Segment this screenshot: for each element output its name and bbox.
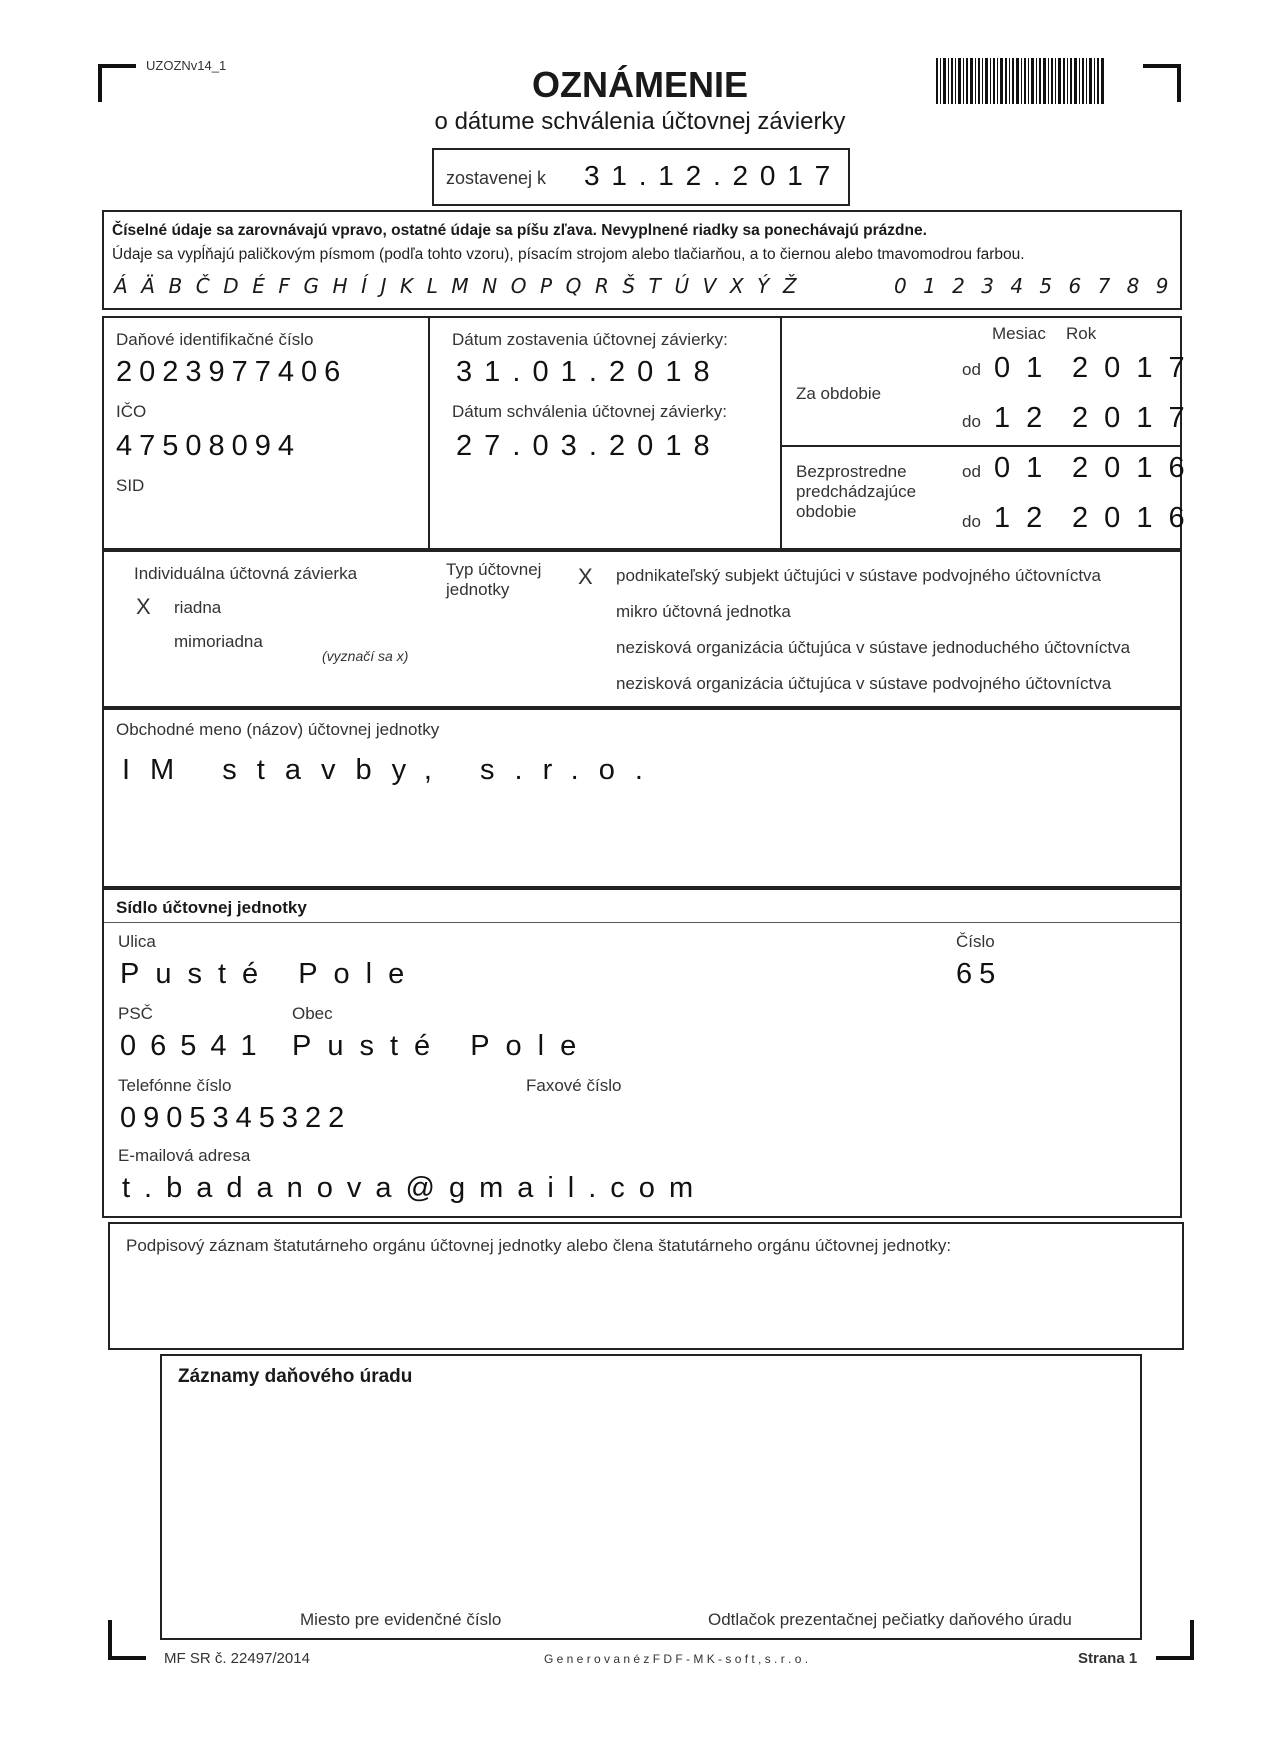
city-value: Pusté Pole <box>292 1030 593 1062</box>
statement-type-box <box>102 550 1182 708</box>
signature-label: Podpisový záznam štatutárneho orgánu účtovnej jednotky alebo člena štatutárneho orgánu účtovnej jednotky: <box>126 1236 952 1255</box>
current-period-label: Za obdobie <box>796 384 882 403</box>
tax-office-box <box>160 1354 1142 1640</box>
compiled-date-value: 3 1 . 1 2 . 2 0 1 7 <box>584 160 833 191</box>
corner-mark-bottom-right-v <box>1190 1620 1194 1660</box>
previous-to-label: do <box>962 512 981 531</box>
page-number: Strana 1 <box>1078 1650 1138 1667</box>
unit-type-option-1: podnikateľský subjekt účtujúci v sústave podvojného účtovníctva <box>616 566 1102 585</box>
ico-value: 47508094 <box>116 430 302 462</box>
approved-statement-date-value: 2 7 . 0 3 . 2 0 1 8 <box>456 430 712 462</box>
unit-type-option-3: nezisková organizácia účtujúca v sústave jednoduchého účtovníctva <box>616 638 1131 657</box>
previous-to-year: 2 0 1 6 <box>1072 502 1189 534</box>
dic-value: 2023977406 <box>116 356 348 388</box>
mark-hint: (vyznačí sa x) <box>322 648 409 664</box>
phone-value: 0905345322 <box>120 1102 352 1134</box>
corner-mark-bottom-left-v <box>108 1620 112 1660</box>
divider-col-2 <box>780 318 782 550</box>
identification-box <box>102 316 1189 550</box>
extraordinary-label: mimoriadna <box>174 632 263 651</box>
street-label: Ulica <box>118 932 156 951</box>
number-value: 65 <box>956 958 1003 990</box>
current-to-label: do <box>962 412 981 431</box>
form-subtitle: o dátume schválenia účtovnej závierky <box>434 108 846 135</box>
corner-mark-bottom-left-h <box>108 1656 146 1660</box>
corner-mark-top-right-v <box>1177 64 1181 102</box>
compiled-statement-date-label: Dátum zostavenia účtovnej závierky: <box>452 330 728 349</box>
instructions-box <box>102 210 1182 310</box>
compiled-statement-date-value: 3 1 . 0 1 . 2 0 1 8 <box>456 356 712 388</box>
email-value: t.badanova@gmail.com <box>122 1172 708 1204</box>
current-from-month: 0 1 <box>994 352 1047 384</box>
current-to-month: 1 2 <box>994 402 1047 434</box>
business-name-label: Obchodné meno (názov) účtovnej jednotky <box>116 720 440 739</box>
regular-mark[interactable]: X <box>136 594 151 619</box>
zip-label: PSČ <box>118 1004 153 1023</box>
divider-col-1 <box>428 318 430 550</box>
divider-period <box>780 445 1182 447</box>
unit-type-option-2: mikro účtovná jednotka <box>616 602 791 621</box>
sid-label: SID <box>116 476 145 495</box>
regular-label: riadna <box>174 598 222 617</box>
phone-label: Telefónne číslo <box>118 1076 232 1095</box>
ico-label: IČO <box>116 402 147 421</box>
city-label: Obec <box>292 1004 333 1023</box>
individual-statement-label: Individuálna účtovná závierka <box>134 564 358 583</box>
unit-type-mark[interactable]: X <box>578 564 593 589</box>
barcode <box>936 58 1106 104</box>
unit-type-option-4: nezisková organizácia účtujúca v sústave podvojného účtovníctva <box>616 674 1112 693</box>
corner-mark-bottom-right-h <box>1156 1656 1194 1660</box>
previous-from-label: od <box>962 462 981 481</box>
instructions-line-1: Číselné údaje sa zarovnávajú vpravo, ostatné údaje sa píšu zľava. Nevyplnené riadky sa ponechávajú prázdne. <box>112 222 927 239</box>
tax-office-title: Záznamy daňového úradu <box>178 1366 413 1387</box>
street-value: Pusté Pole <box>120 958 421 990</box>
current-to-year: 2 0 1 7 <box>1072 402 1189 434</box>
business-name-value: IM stavby, s.r.o. <box>122 754 663 786</box>
instructions-line-2: Údaje sa vypĺňajú paličkovým písmom (podľa tohto vzoru), písacím strojom alebo tlačiarňou, a to čiernou alebo tmavomodrou farbou. <box>112 246 1025 263</box>
email-label: E-mailová adresa <box>118 1146 251 1165</box>
previous-from-year: 2 0 1 6 <box>1072 452 1189 484</box>
stamp-label: Odtlačok prezentačnej pečiatky daňového úradu <box>708 1610 1072 1629</box>
ministry-reference: MF SR č. 22497/2014 <box>164 1650 310 1667</box>
month-header: Mesiac <box>992 324 1046 343</box>
current-from-label: od <box>962 360 981 379</box>
address-title-divider <box>104 922 1180 923</box>
corner-mark-top-left-h <box>98 64 136 68</box>
compiled-date-box <box>432 148 850 206</box>
year-header: Rok <box>1066 324 1097 343</box>
compiled-date-label: zostavenej k <box>446 168 547 188</box>
number-label: Číslo <box>956 932 995 951</box>
zip-value: 06541 <box>120 1030 271 1062</box>
sample-digits: 0 1 2 3 4 5 6 7 8 9 <box>894 274 1174 298</box>
signature-box <box>108 1222 1184 1350</box>
generated-by: G e n e r o v a n é z F D F - M K - s o f t , s . r . o . <box>544 1652 809 1666</box>
business-name-box <box>102 708 1182 888</box>
dic-label: Daňové identifikačné číslo <box>116 330 314 349</box>
unit-type-label: Typ účtovnej jednotky <box>446 560 542 599</box>
current-from-year: 2 0 1 7 <box>1072 352 1189 384</box>
address-box <box>102 888 1182 1218</box>
corner-mark-top-left-v <box>98 64 102 102</box>
form-title: OZNÁMENIE <box>532 64 748 105</box>
sample-letters: Á Ä B Č D É F G H Í J K L M N O P Q R Š T Ú V X Ý Ž <box>114 274 801 298</box>
fax-label: Faxové číslo <box>526 1076 622 1095</box>
address-title: Sídlo účtovnej jednotky <box>116 898 307 917</box>
previous-to-month: 1 2 <box>994 502 1047 534</box>
evidence-number-label: Miesto pre evidenčné číslo <box>300 1610 502 1629</box>
previous-period-label: Bezprostredne predchádzajúce obdobie <box>796 462 917 521</box>
corner-mark-top-right-h <box>1143 64 1181 68</box>
previous-from-month: 0 1 <box>994 452 1047 484</box>
form-code: UZOZNv14_1 <box>146 58 227 73</box>
approved-statement-date-label: Dátum schválenia účtovnej závierky: <box>452 402 727 421</box>
